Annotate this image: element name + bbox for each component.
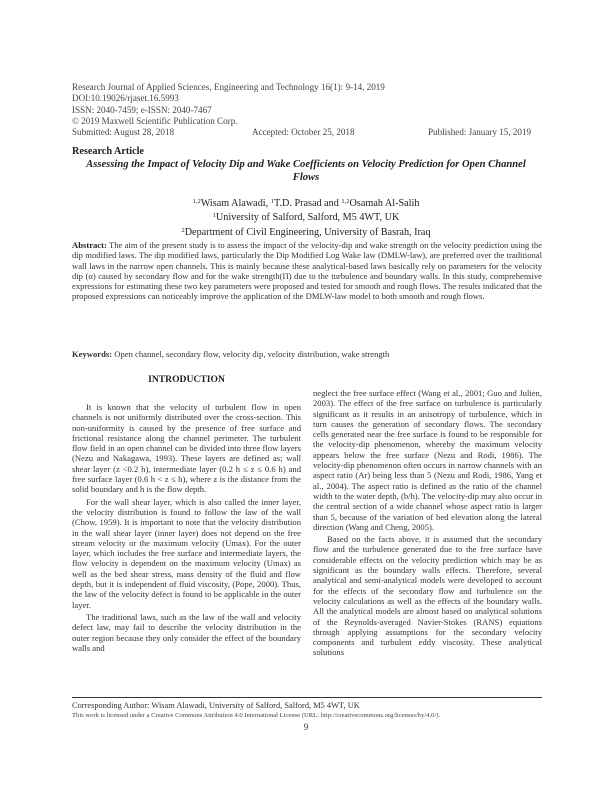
journal-citation: Research Journal of Applied Sciences, Engineering and Technology 16(1): 9-14, 2019 <box>72 82 385 92</box>
affiliation-1 <box>72 210 540 224</box>
journal-copyright: © 2019 Maxwell Scientific Publication Corp. <box>72 116 238 127</box>
left-paragraph-2: For the wall shear layer, which is also called the inner layer, the velocity distribution is found to follow the law of the wall (Chow, 1959). It is important to note that the velocity distribution in the wall shear layer (inner layer) does not depend on the free stream velocity or the maximum velocity (Umax). For the outer layer, which includes the free surface and intermediate layers, the flow velocity is dependent on the maximum velocity (Umax) as well as the bed shear stress, mass density of the fluid and flow depth, but it is independent of fluid viscosity, (Pope, 2000). Thus, the law of the velocity defect is found to be applicable in the outer layer. <box>72 496 301 610</box>
paper-title: Assessing the Impact of Velocity Dip and Wake Coefficients on Velocity Prediction for Open Channel Flows <box>86 159 526 183</box>
affiliation-1-text: University of Salford, Salford, M5 4WT, UK <box>215 212 400 224</box>
journal-issn: ISSN: 2040-7459; e-ISSN: 2040-7467 <box>72 104 212 115</box>
section-heading-introduction: INTRODUCTION <box>148 374 225 385</box>
abstract-label: Abstract: <box>72 240 107 250</box>
corresponding-author: Corresponding Author: Wisam Alawadi, University of Salford, Salford, M5 4WT, UK <box>72 701 360 710</box>
affiliation-2 <box>72 225 540 239</box>
author-2-affiliation: 1 <box>270 198 274 205</box>
affiliation-2-text: Department of Civil Engineering, University of Basrah, Iraq <box>184 226 431 238</box>
author-block <box>72 196 540 239</box>
right-paragraph-2: Based on the facts above, it is assumed that the secondary flow and the turbulence generated due to the free surface have considerable effects on the velocity prediction which may be as significant as the boundary walls effects. Therefore, several analytical and semi-analytical models were developed to account for the effects of the secondary flow and turbulence on the velocity calculations as well as the effects of the boundary walls. All the analytical models are almost based on analytical solutions of the Reynolds-averaged Navier-Stokes (RANS) equations through applying assumptions for the secondary velocity components and turbulent eddy viscosity. These analytical solutions <box>313 534 542 658</box>
author-2: T.D. Prasad and <box>273 198 342 209</box>
abstract <box>72 240 542 302</box>
author-line <box>72 196 540 210</box>
page-number: 9 <box>303 722 309 732</box>
left-column <box>72 402 301 655</box>
article-type: Research Article <box>72 146 144 157</box>
author-3-affiliation: 1,2 <box>341 198 350 205</box>
journal-doi[interactable]: DOI:10.19026/rjaset.16.5993 <box>72 93 179 104</box>
affiliation-2-marker: 2 <box>181 226 185 234</box>
affiliation-1-marker: 1 <box>212 212 216 220</box>
author-1-affiliation: 1,2 <box>192 198 201 205</box>
author-3: Osamah Al-Salih <box>349 198 420 209</box>
journal-header <box>72 82 542 128</box>
keywords <box>72 349 542 359</box>
license-note[interactable]: This work is licensed under a Creative Commons Attribution 4.0 International License (URL: http://creativecommons.org/licenses/by/4.0/). <box>72 712 441 719</box>
date-accepted: Accepted: October 25, 2018 <box>252 127 355 137</box>
abstract-text: The aim of the present study is to assess the impact of the velocity-dip and wake strength on the velocity prediction using the dip modified laws. The dip modified laws, particularly the Dip Modified Log Wake law (DMLW-law), are preferred over the traditional wall laws in the narrow open channels. This is mainly because these analytical-based laws basically rely on parameters for the velocity dip (α) caused by secondary flow and for the wake strength(Π) due to the turbulence and boundary walls. In this study, comprehensive expressions for estimating these two key parameters were proposed and tested for smooth and rough flows. The results indicated that the proposed expressions can noticeably improve the application of the DMLW-law model to both smooth and rough flows. <box>72 240 542 302</box>
right-column <box>313 388 542 660</box>
keywords-label: Keywords: <box>72 349 113 359</box>
left-paragraph-1: It is known that the velocity of turbulent flow in open channels is not uniformly distributed over the cross-section. This non-uniformity is caused by the presence of free surface and frictional resistance along the channel perimeter. The turbulent flow field in an open channel can be divided into three flow layers (Nezu and Nakagawa, 1993). These layers are defined as; wall shear layer (z <0.2 h), intermediate layer (0.2 h ≤ z ≤ 0.6 h) and free surface layer (0.6 h < z ≤ h), where z is the distance from the solid boundary and h is the flow depth. <box>72 402 301 495</box>
right-paragraph-1: neglect the free surface effect (Wang et al., 2001; Guo and Julien, 2003). The effect of the free surface on turbulence is particularly significant as it results in an anisotropy of turbulence, which in turn causes the generation of secondary flows. The secondary cells generated near the free surface is found to be responsible for the velocity-dip phenomenon, whereby the maximum velocity appears below the free surface (Nezu and Rodi, 1986). The velocity-dip phenomenon often occurs in narrow channels with an aspect ratio (Ar) being less than 5 (Nezu and Rodi, 1986, Yang et al., 2004). The aspect ratio is defined as the ratio of the channel width to the water depth, (b/h). The velocity-dip may also occur in the central section of a wide channel whose aspect ratio is larger than 5, because of the variation of bed elevation along the lateral direction (Wang and Cheng, 2005). <box>313 388 542 532</box>
keywords-text: Open channel, secondary flow, velocity dip, velocity distribution, wake strength <box>112 349 390 359</box>
date-published: Published: January 15, 2019 <box>428 127 532 137</box>
author-1: Wisam Alawadi, <box>200 198 271 209</box>
left-paragraph-3: The traditional laws, such as the law of the wall and velocity defect law, may fail to describe the velocity distribution in the outer region because they only consider the effect of the boundary walls and <box>72 611 301 653</box>
date-submitted: Submitted: August 28, 2018 <box>72 127 175 137</box>
footer-divider <box>72 697 542 698</box>
